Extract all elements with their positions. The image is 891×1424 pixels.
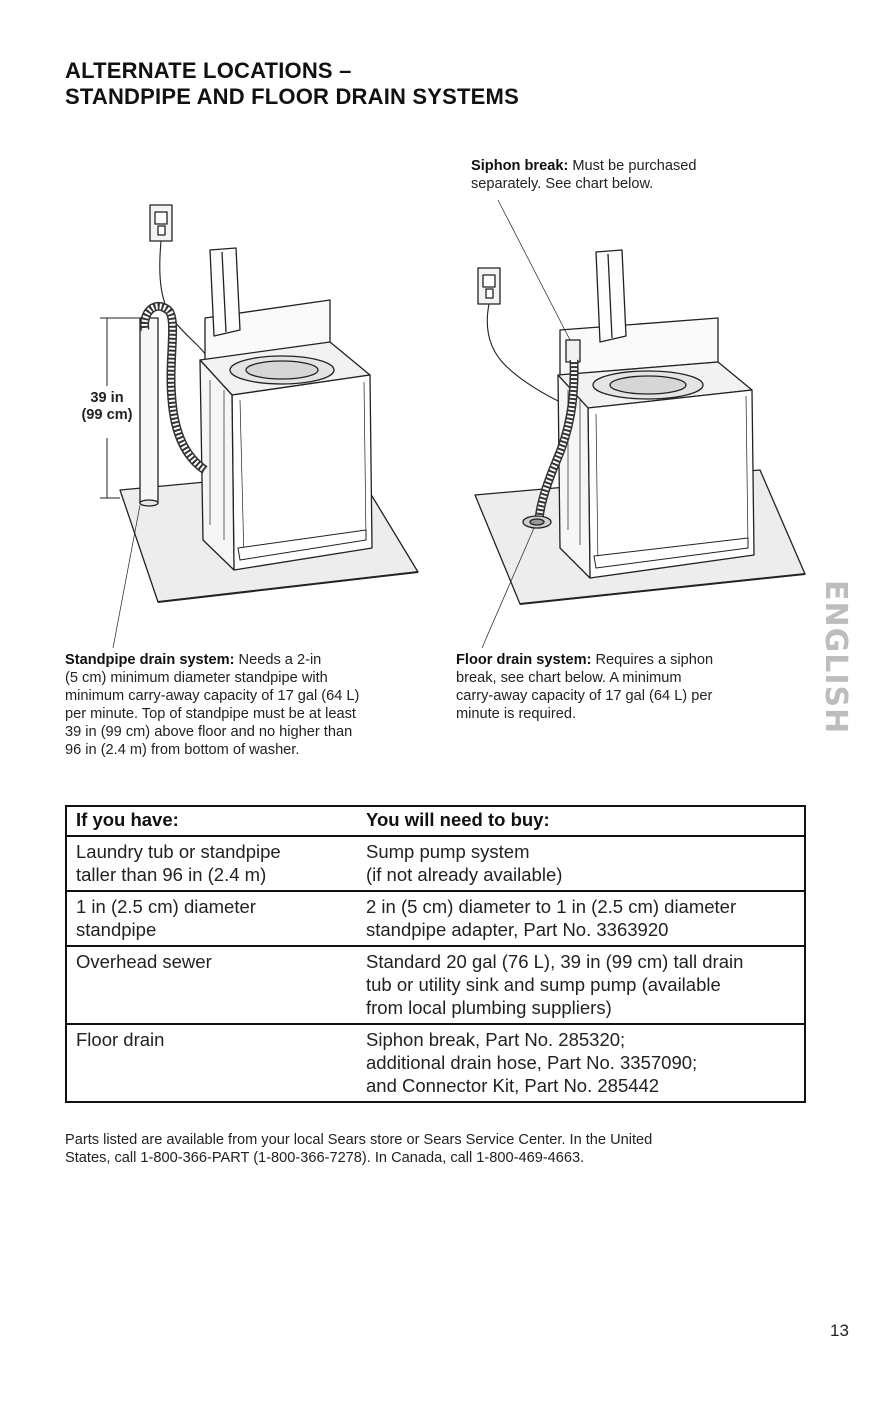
- standpipe-label: Standpipe drain system:: [65, 652, 235, 668]
- floor-drain-caption: [456, 651, 796, 723]
- standpipe-text-line: per minute. Top of standpipe must be at least: [65, 706, 356, 722]
- siphon-break-text-2: separately. See chart below.: [471, 176, 654, 192]
- cell-line: 1 in (2.5 cm) diameter: [76, 896, 256, 917]
- cell-line: 2 in (5 cm) diameter to 1 in (2.5 cm) diameter: [366, 896, 737, 917]
- standpipe-text-line: 96 in (2.4 m) from bottom of washer.: [65, 742, 300, 758]
- cell-line: tub or utility sink and sump pump (available: [366, 974, 721, 995]
- floor-drain-text-line: carry-away capacity of 17 gal (64 L) per: [456, 688, 713, 704]
- cell-line: taller than 96 in (2.4 m): [76, 864, 267, 885]
- cell-line: Floor drain: [76, 1029, 165, 1050]
- table-cell-buy: [366, 836, 805, 891]
- table-header-buy: You will need to buy:: [366, 806, 805, 836]
- siphon-break-label: Siphon break:: [471, 158, 569, 174]
- table-cell-have: [66, 836, 366, 891]
- page-number: 13: [830, 1321, 849, 1340]
- table-header-row: [66, 806, 805, 836]
- floor-drain-illustration: [475, 200, 805, 648]
- cell-line: Siphon break, Part No. 285320;: [366, 1029, 626, 1050]
- table-row: [66, 836, 805, 891]
- table-row: [66, 946, 805, 1024]
- footnote-line-1: Parts listed are available from your local Sears store or Sears Service Center. In the United: [65, 1132, 653, 1148]
- parts-table: [65, 805, 806, 1103]
- table-cell-buy: [366, 891, 805, 946]
- standpipe-illustration: [100, 205, 418, 648]
- table-cell-buy: [366, 1024, 805, 1102]
- cell-line: standpipe adapter, Part No. 3363920: [366, 919, 669, 940]
- siphon-break-caption: [471, 157, 791, 193]
- cell-line: Laundry tub or standpipe: [76, 841, 281, 862]
- standpipe-text-line: Needs a 2-in: [234, 652, 322, 668]
- table-row: [66, 1024, 805, 1102]
- language-side-tab: [818, 580, 853, 770]
- floor-drain-label: Floor drain system:: [456, 652, 592, 668]
- siphon-break-text-1: Must be purchased: [568, 158, 697, 174]
- cell-line: Overhead sewer: [76, 951, 212, 972]
- cell-line: and Connector Kit, Part No. 285442: [366, 1075, 660, 1096]
- table-cell-have: [66, 946, 366, 1024]
- heading-line-2: STANDPIPE AND FLOOR DRAIN SYSTEMS: [65, 84, 519, 109]
- standpipe-text-line: 39 in (99 cm) above floor and no higher than: [65, 724, 353, 740]
- standpipe-text-line: minimum carry-away capacity of 17 gal (64 L): [65, 688, 360, 704]
- floor-drain-text-line: minute is required.: [456, 706, 577, 722]
- table-cell-have: [66, 1024, 366, 1102]
- washer-illustrations: [0, 0, 891, 650]
- heading-line-1: ALTERNATE LOCATIONS –: [65, 58, 352, 83]
- table-row: [66, 891, 805, 946]
- dimension-line-1: 39 in: [90, 390, 124, 406]
- parts-availability-note: [65, 1131, 810, 1167]
- table-cell-have: [66, 891, 366, 946]
- dimension-line-2: (99 cm): [81, 407, 133, 423]
- floor-drain-text-line: Requires a siphon: [591, 652, 714, 668]
- cell-line: additional drain hose, Part No. 3357090;: [366, 1052, 698, 1073]
- cell-line: from local plumbing suppliers): [366, 997, 612, 1018]
- cell-line: standpipe: [76, 919, 157, 940]
- cell-line: Sump pump system: [366, 841, 530, 862]
- standpipe-text-line: (5 cm) minimum diameter standpipe with: [65, 670, 328, 686]
- footnote-line-2: States, call 1-800-366-PART (1-800-366-7278). In Canada, call 1-800-469-4663.: [65, 1150, 585, 1166]
- language-side-tab-text: ENGLISH: [818, 580, 853, 735]
- cell-line: (if not already available): [366, 864, 563, 885]
- cell-line: Standard 20 gal (76 L), 39 in (99 cm) tall drain: [366, 951, 744, 972]
- dimension-label: [77, 390, 137, 424]
- table-header-have: If you have:: [66, 806, 366, 836]
- floor-drain-text-line: break, see chart below. A minimum: [456, 670, 682, 686]
- table-cell-buy: [366, 946, 805, 1024]
- standpipe-caption: [65, 651, 435, 759]
